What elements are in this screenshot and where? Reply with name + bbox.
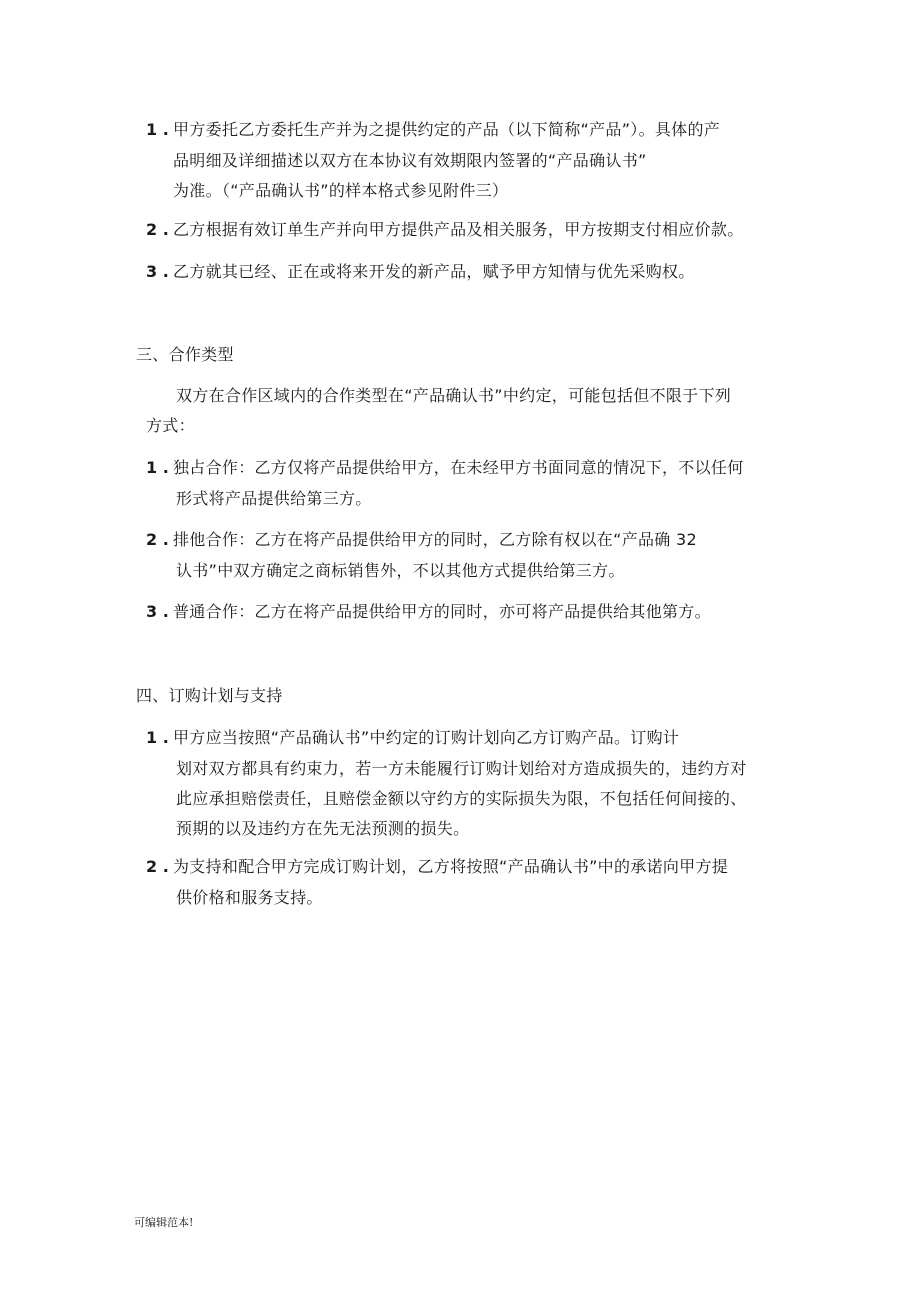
list-number: 3 .: [146, 262, 169, 281]
list-number: 1 .: [146, 728, 169, 747]
paragraph-line: 为准。（“产品确认书”的样本格式参见附件三）: [173, 181, 509, 200]
paragraph-line: 甲方委托乙方委托生产并为之提供约定的产品（以下简称“产品”）。具体的产: [173, 120, 721, 139]
paragraph-line: 甲方应当按照“产品确认书”中约定的订购计划向乙方订购产品。订购计: [173, 728, 680, 747]
list-number: 2 .: [146, 220, 169, 239]
footer-note: 可编辑范本!: [134, 1216, 194, 1229]
paragraph-line: 排他合作：乙方在将产品提供给甲方的同时，乙方除有权以在“产品确 32: [173, 530, 697, 549]
section-heading: 四、订购计划与支持: [136, 686, 283, 705]
paragraph-line: 形式将产品提供给第三方。: [176, 489, 372, 508]
paragraph-line: 预期的以及违约方在先无法预测的损失。: [176, 819, 470, 838]
paragraph-line: 方式：: [146, 416, 195, 435]
section-heading: 三、合作类型: [136, 345, 234, 364]
list-number: 1 .: [146, 120, 169, 139]
paragraph-line: 乙方就其已经、正在或将来开发的新产品，赋予甲方知情与优先采购权。: [173, 262, 695, 281]
paragraph-line: 此应承担赔偿责任，且赔偿金额以守约方的实际损失为限，不包括任何间接的、: [176, 789, 747, 808]
paragraph-line: 为支持和配合甲方完成订购计划，乙方将按照“产品确认书”中的承诺向甲方提: [173, 857, 729, 876]
list-number: 2 .: [146, 530, 169, 549]
list-number: 3 .: [146, 602, 169, 621]
paragraph-line: 认书”中双方确定之商标销售外，不以其他方式提供给第三方。: [176, 561, 625, 580]
list-number: 2 .: [146, 857, 169, 876]
paragraph-line: 划对双方都具有约束力，若一方未能履行订购计划给对方造成损失的，违约方对: [176, 759, 747, 778]
paragraph-line: 供价格和服务支持。: [176, 888, 323, 907]
paragraph-line: 普通合作：乙方在将产品提供给甲方的同时，亦可将产品提供给其他第方。: [173, 602, 711, 621]
paragraph-line: 独占合作：乙方仅将产品提供给甲方，在未经甲方书面同意的情况下，不以任何: [173, 458, 744, 477]
paragraph-line: 品明细及详细描述以双方在本协议有效期限内签署的“产品确认书”: [173, 151, 647, 170]
paragraph-line: 双方在合作区域内的合作类型在“产品确认书”中约定，可能包括但不限于下列: [176, 386, 732, 405]
paragraph-line: 乙方根据有效订单生产并向甲方提供产品及相关服务，甲方按期支付相应价款。: [173, 220, 744, 239]
list-number: 1 .: [146, 458, 169, 477]
